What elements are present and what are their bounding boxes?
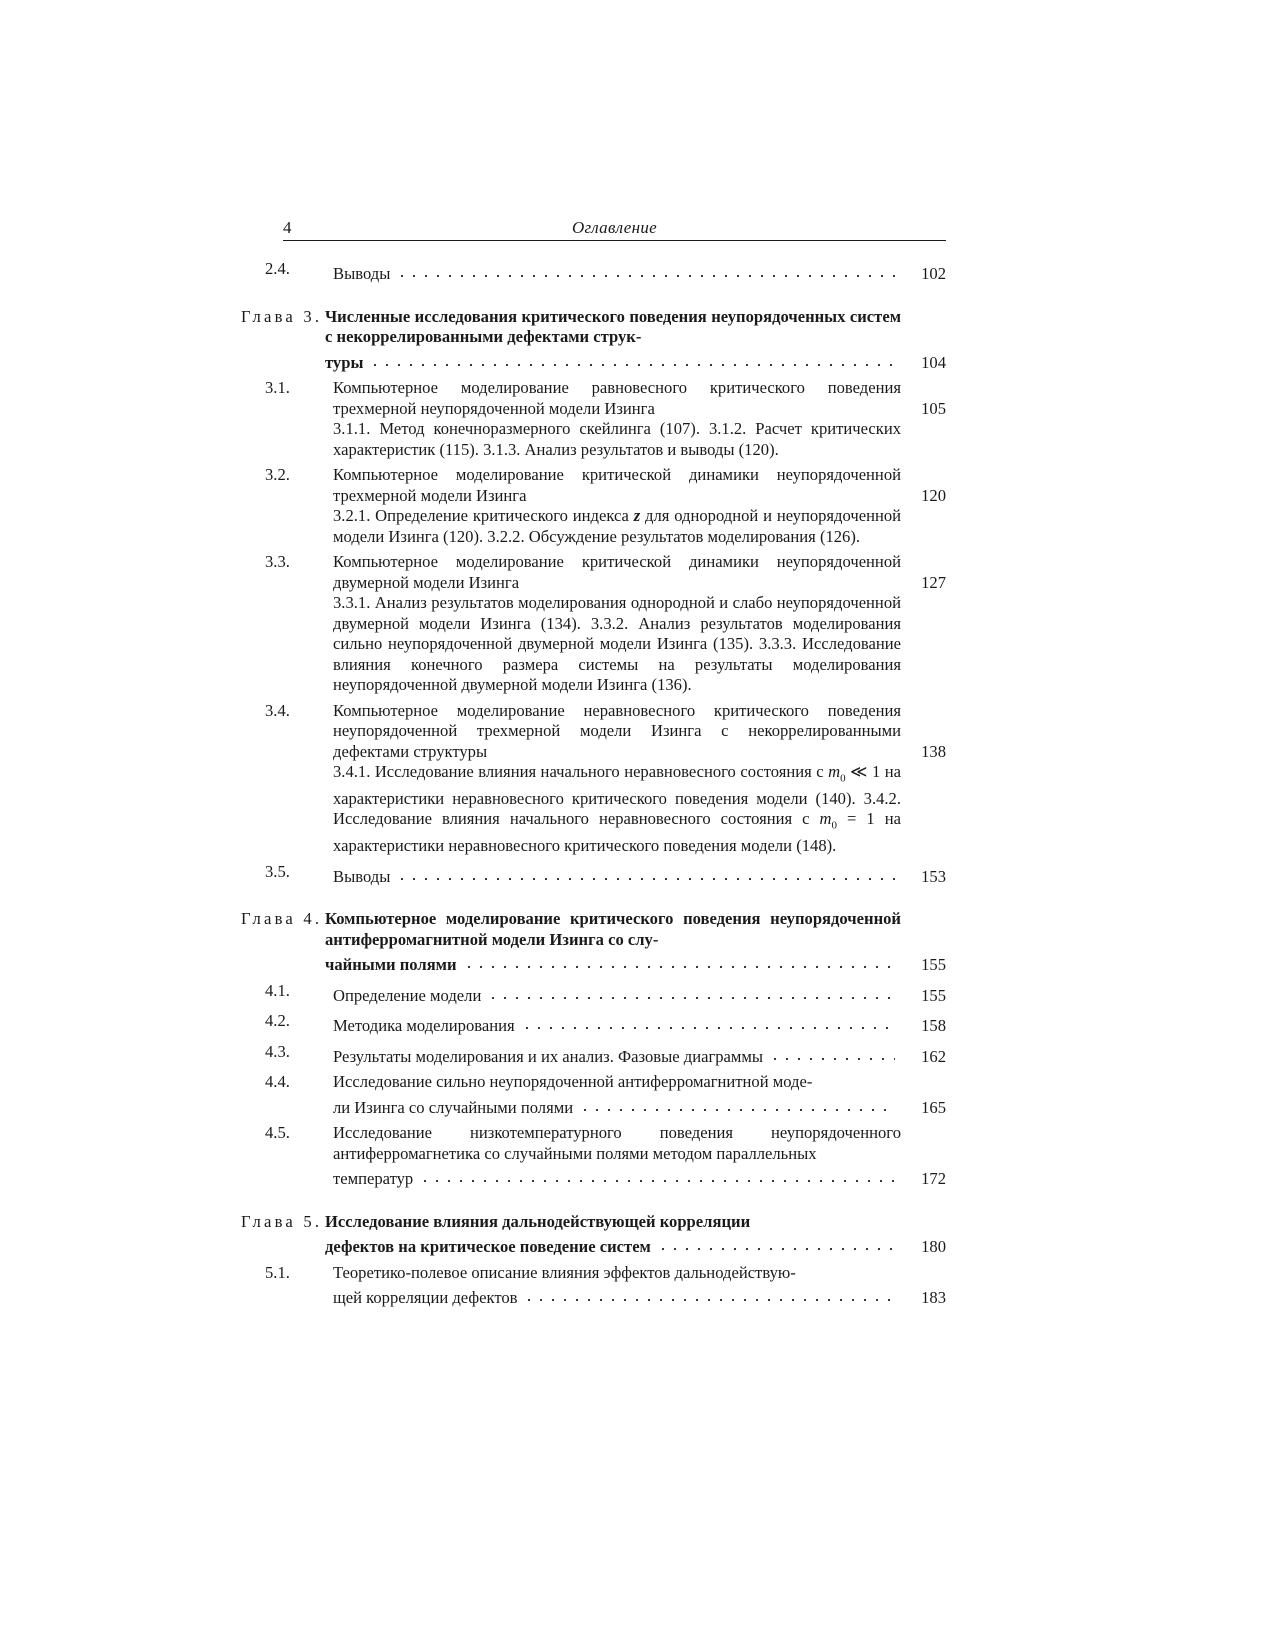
subsection-text: на характеристики неравновесного критического поведения модели (148).: [333, 809, 901, 856]
section-title-tail: температур: [333, 1169, 414, 1189]
dot-leader: [369, 348, 895, 368]
subsection-text: для однородной и неупорядоченной модели Изинга (120). 3.2.2. Обсуждение результатов моделирования (126).: [333, 506, 902, 546]
toc-entry-2-4[interactable]: [265, 259, 946, 285]
dot-leader: [396, 862, 895, 882]
section-number: 3.2.: [265, 465, 290, 484]
section-title: Исследование низкотемпературного поведения неупорядоченного антиферромагнетика со случайными полями методом параллельных: [333, 1123, 901, 1163]
section-title: Выводы: [333, 866, 391, 886]
toc-entry-5-1[interactable]: [265, 1262, 946, 1309]
toc-page: [241, 214, 946, 1309]
section-title: Теоретико-полевое описание влияния эффектов дальнодействую-: [333, 1262, 796, 1282]
chapter-title: Компьютерное моделирование критического поведения неупорядоченной антиферромагнитной модели Изинга со слу-: [325, 909, 901, 949]
page-ref: 153: [921, 866, 946, 886]
chapter-title-tail: дефектов на критическое поведение систем: [325, 1237, 651, 1257]
page-number: 4: [283, 218, 292, 237]
chapter-label: Глава 5.: [241, 1211, 323, 1231]
page-ref: 183: [921, 1288, 946, 1308]
section-number: 3.1.: [265, 378, 290, 397]
page-ref: 105: [921, 398, 946, 418]
section-number: 5.1.: [265, 1262, 290, 1282]
section-number: 4.4.: [265, 1072, 290, 1092]
dot-leader: [579, 1093, 895, 1113]
toc-entry-3-2[interactable]: [265, 465, 946, 506]
page-ref: 155: [921, 985, 946, 1005]
toc-chapter-5[interactable]: [241, 1211, 946, 1258]
section-title: Компьютерное моделирование неравновесного критического поведения неупорядоченной трехмерной модели Изинга с некоррелированными дефектами структуры: [333, 700, 901, 761]
section-number: 3.4.: [265, 700, 290, 720]
subsection-list-3-3: 3.3.1. Анализ результатов моделирования однородной и слабо неупорядоченной двумерной модели Изинга (134). 3.3.2. Анализ результатов моделирования сильно неупорядоченной двумерной модели Изинга (135). 3.3.3. Исследование влияния конечного размера системы на результаты моделирования неупорядоченной двумерной модели Изинга (136).: [333, 593, 901, 694]
section-number: 2.4.: [265, 259, 290, 278]
section-title: Компьютерное моделирование критической динамики неупорядоченной двумерной модели Изинга: [333, 552, 901, 592]
page-ref: 104: [921, 352, 946, 372]
math-relation: = 1: [837, 809, 875, 829]
dot-leader: [487, 981, 895, 1001]
page-ref: 180: [921, 1237, 946, 1257]
subsection-list-3-4: [333, 762, 946, 857]
dot-leader: [463, 950, 895, 970]
page-ref: 172: [921, 1169, 946, 1189]
section-title: Результаты моделирования и их анализ. Фазовые диаграммы: [333, 1046, 764, 1066]
math-relation: ≪ 1: [845, 762, 881, 781]
toc-entry-4-4[interactable]: [265, 1072, 946, 1118]
dot-leader: [532, 487, 762, 501]
chapter-title-tail: чайными полями: [325, 955, 457, 975]
page-ref: 138: [921, 741, 946, 761]
section-number: 4.5.: [265, 1123, 290, 1143]
section-number: 4.1.: [265, 980, 290, 1000]
chapter-title-tail: туры: [325, 352, 364, 372]
page-ref: 165: [921, 1097, 946, 1117]
toc-entry-3-5[interactable]: [265, 861, 946, 888]
toc-entry-4-1[interactable]: [265, 980, 946, 1007]
section-title: Определение модели: [333, 985, 482, 1005]
dot-leader: [523, 1283, 895, 1303]
chapter-label: Глава 3.: [241, 306, 323, 326]
section-title-tail: щей корреляции дефектов: [333, 1288, 518, 1308]
subsection-list-3-1: 3.1.1. Метод конечноразмерного скейлинга (107). 3.1.2. Расчет критических характеристик (115). 3.1.3. Анализ результатов и выводы (120).: [333, 419, 901, 459]
section-title: Выводы: [333, 264, 391, 283]
running-title: Оглавление: [571, 218, 658, 237]
dot-leader: [419, 1164, 895, 1184]
dot-leader: [521, 1011, 895, 1031]
toc-chapter-4[interactable]: [241, 909, 946, 976]
section-number: 4.2.: [265, 1011, 290, 1031]
page-ref: 127: [921, 572, 946, 592]
page-ref: 158: [921, 1016, 946, 1036]
dot-leader: [396, 259, 895, 279]
section-title: Методика моделирования: [333, 1016, 515, 1036]
section-title: Компьютерное моделирование критической динамики неупорядоченной трехмерной модели Изинга: [333, 465, 901, 505]
dot-leader: [493, 743, 793, 757]
chapter-title: Исследование влияния дальнодействующей корреляции: [325, 1211, 751, 1231]
section-number: 3.5.: [265, 861, 290, 881]
subsection-text: 3.2.1. Определение критического индекса: [333, 506, 634, 525]
page-ref: 162: [921, 1046, 946, 1066]
toc-entry-4-5[interactable]: [265, 1123, 946, 1190]
toc-chapter-3[interactable]: [241, 306, 946, 374]
chapter-label: Глава 4.: [241, 909, 323, 929]
dot-leader: [525, 574, 775, 588]
math-variable: m: [819, 809, 832, 829]
toc-entry-3-3[interactable]: [265, 552, 946, 593]
subsection-text: 3.4.1. Исследование влияния начального неравновесного состояния с: [333, 762, 829, 781]
section-number: 4.3.: [265, 1041, 290, 1061]
section-title: Компьютерное моделирование равновесного критического поведения трехмерной неупорядоченной модели Изинга: [333, 378, 901, 418]
dot-leader: [769, 1042, 895, 1062]
section-number: 3.3.: [265, 552, 290, 571]
section-title-tail: ли Изинга со случайными полями: [333, 1097, 574, 1117]
toc-entry-4-3[interactable]: [265, 1041, 946, 1068]
running-head: [283, 214, 946, 241]
math-subscript: 0: [840, 772, 846, 785]
subsection-text: на характеристики неравновесного критического поведения модели (140). 3.4.2. Исследование влияния начального неравновесного состояния с: [333, 762, 901, 829]
page-ref: 155: [921, 955, 946, 975]
dot-leader: [661, 400, 781, 414]
subsection-list-3-2: [333, 506, 946, 547]
math-variable: m: [828, 762, 841, 781]
page-ref: 120: [921, 485, 946, 505]
page-ref: 102: [921, 264, 946, 283]
section-title: Исследование сильно неупорядоченной антиферромагнитной моде-: [333, 1072, 813, 1092]
dot-leader: [657, 1232, 895, 1252]
table-of-contents: [241, 259, 946, 1309]
toc-entry-3-1[interactable]: [265, 378, 946, 419]
toc-entry-4-2[interactable]: [265, 1011, 946, 1037]
toc-entry-3-4[interactable]: [265, 700, 946, 763]
math-subscript: 0: [831, 819, 838, 832]
math-variable: z: [633, 506, 641, 525]
chapter-title: Численные исследования критического поведения неупорядоченных систем с некоррелированными дефектами струк-: [325, 306, 901, 346]
